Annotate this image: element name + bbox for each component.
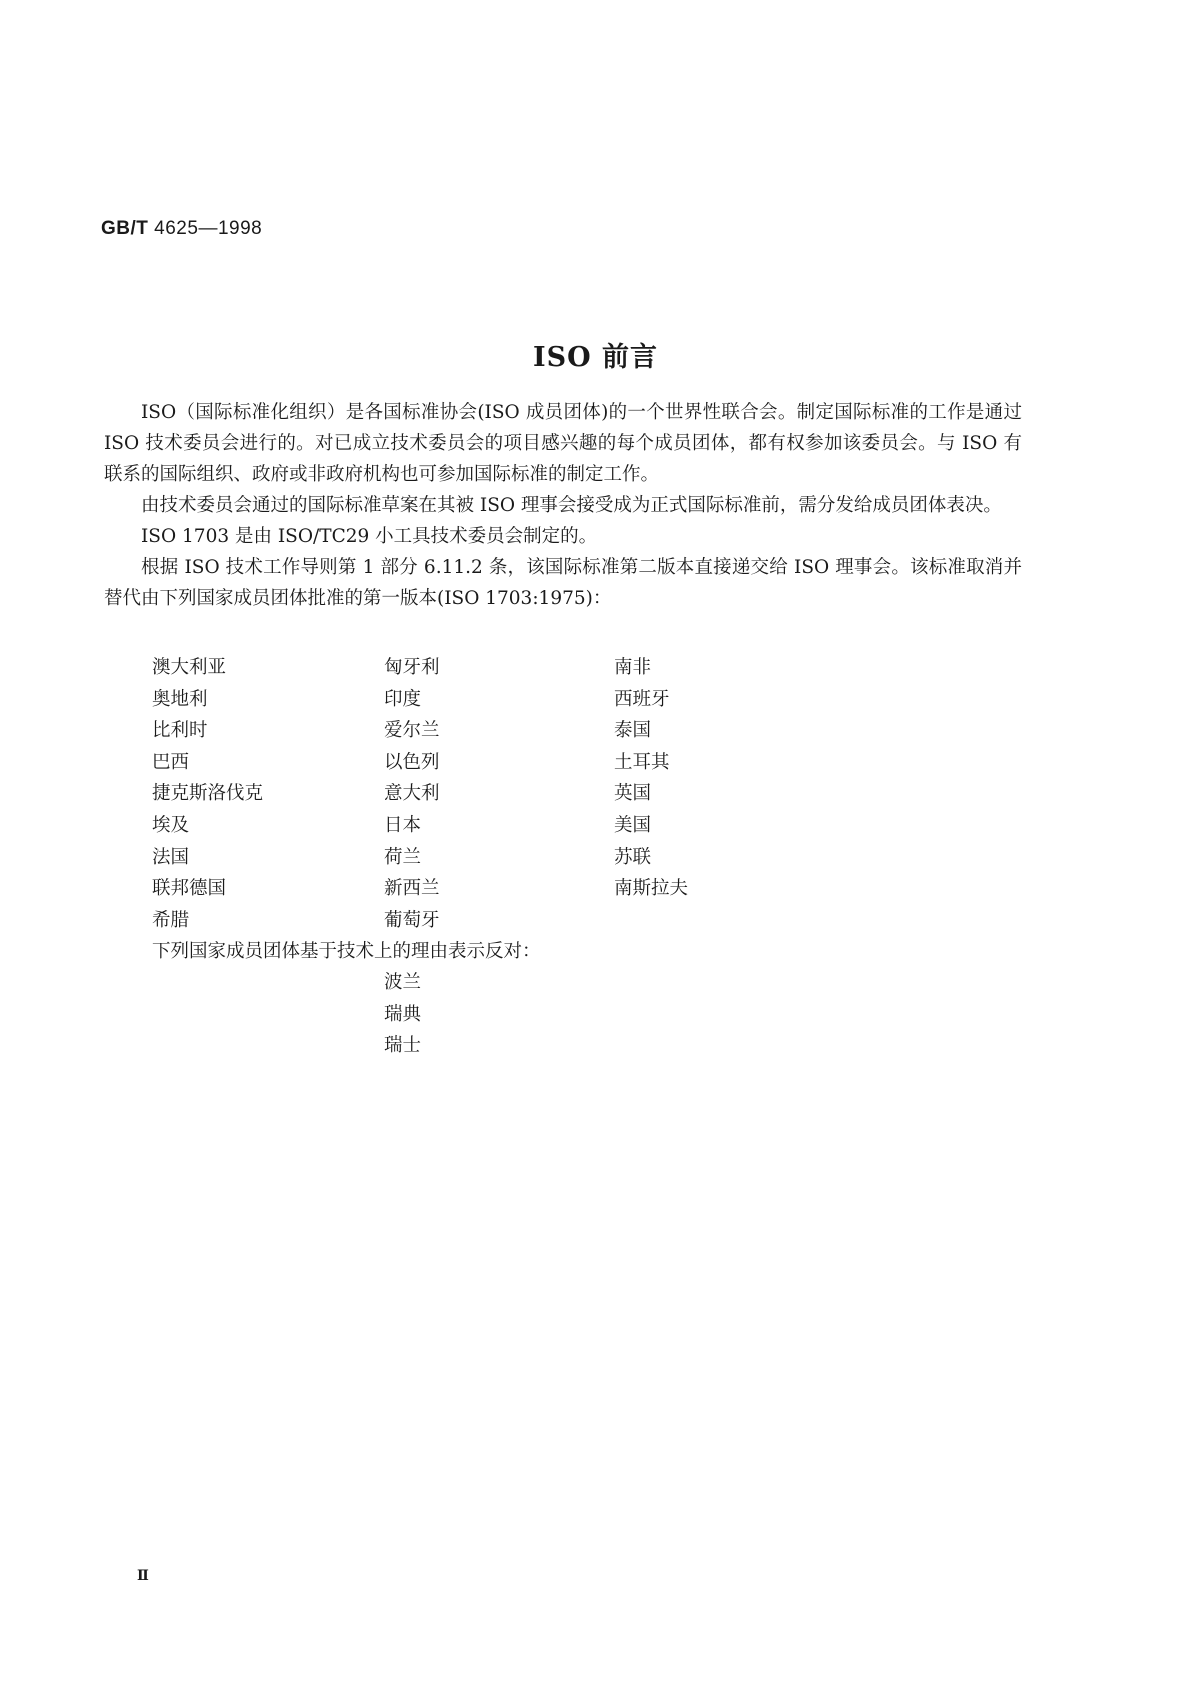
country-item: 苏联 [614,846,652,868]
paragraph-approval: 根据 ISO 技术工作导则第 1 部分 6.11.2 条，该国际标准第二版本直接递交给 ISO 理事会。该标准取消并替代由下列国家成员团体批准的第一版本(ISO 1703:1975)： [104,557,1022,609]
country-item: 葡萄牙 [384,909,440,931]
country-item: 新西兰 [384,878,440,900]
paragraph-prepared-by: ISO 1703 是由 ISO/TC29 小工具技术委员会制定的。 [141,526,598,547]
page-number: Ⅱ [137,1568,149,1584]
country-item: 美国 [614,814,652,836]
country-item: 爱尔兰 [384,720,440,742]
country-item: 法国 [152,846,190,868]
country-item: 澳大利亚 [152,657,227,678]
country-item: 日本 [384,814,422,836]
country-item: 南非 [614,657,652,678]
country-item: 巴西 [152,751,190,773]
document-header [101,218,262,240]
country-item: 以色列 [384,751,440,773]
opposing-country-item: 瑞士 [384,1035,422,1056]
country-item [614,905,814,937]
foreword-body [104,397,1022,614]
approving-countries-list [152,652,814,936]
country-item: 捷克斯洛伐克 [152,783,264,805]
opposing-country-item: 瑞典 [384,1003,422,1025]
paragraph-iso-intro: ISO（国际标准化组织）是各国标准协会(ISO 成员团体)的一个世界性联合会。制定国际标准的工作是通过 ISO 技术委员会进行的。对已成立技术委员会的项目感兴趣的每个成员团体，都有权参加该委员会。与 ISO 有联系的国际组织、政府或非政府机构也可参加国际标准的制定工作。 [104,402,1022,485]
country-item: 埃及 [152,814,190,836]
opposing-country-item: 波兰 [384,972,422,993]
country-item: 荷兰 [384,846,422,868]
country-item: 意大利 [384,783,440,805]
country-item: 泰国 [614,720,652,742]
paragraph-voting: 由技术委员会通过的国际标准草案在其被 ISO 理事会接受成为正式国际标准前，需分发给成员团体表决。 [141,495,1002,516]
country-item: 英国 [614,783,652,805]
page-title: ISO 前言 [532,342,659,373]
country-item: 南斯拉夫 [614,878,689,900]
country-item: 土耳其 [614,751,670,773]
standard-code: GB/T [101,218,149,239]
country-item: 希腊 [152,909,190,931]
country-item: 联邦德国 [152,878,227,900]
country-item: 比利时 [152,720,208,742]
country-item: 匈牙利 [384,657,440,678]
country-item: 奥地利 [152,688,208,710]
opposing-countries-list [384,967,421,1062]
country-item: 印度 [384,688,422,710]
standard-number: 4625—1998 [154,218,263,239]
country-item: 西班牙 [614,688,670,710]
opposed-intro-text: 下列国家成员团体基于技术上的理由表示反对： [152,941,541,962]
